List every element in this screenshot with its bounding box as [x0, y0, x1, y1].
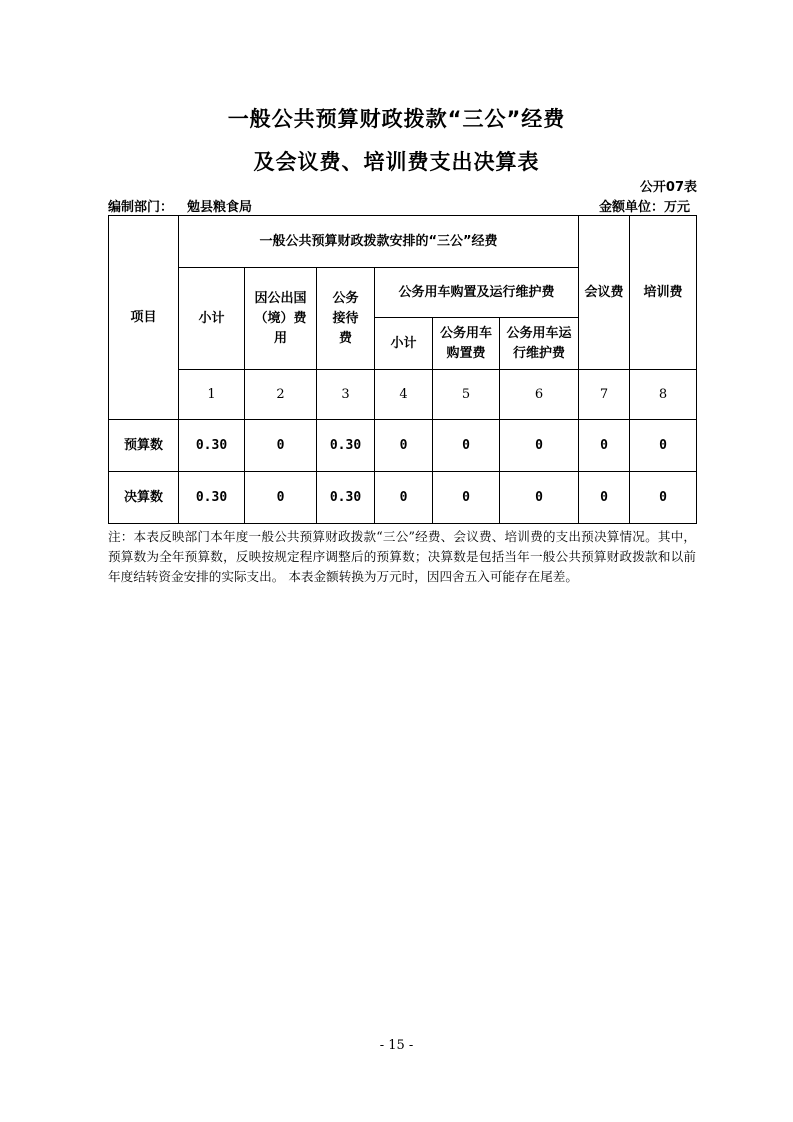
table-cell: 0 [630, 420, 697, 472]
table-row-final [109, 472, 697, 524]
compiling-unit-name: 勉县粮食局 [187, 200, 253, 215]
row-label: 决算数 [109, 472, 179, 524]
page-number: - 15 - [379, 1038, 414, 1053]
header-vehicle-subtotal: 小计 [375, 318, 433, 370]
table-cell: 0 [433, 472, 500, 524]
table-cell: 0 [375, 420, 433, 472]
table-cell: 0.30 [317, 420, 375, 472]
document-title-line1: 一般公共预算财政拨款“三公”经费 [227, 107, 566, 131]
table-cell: 0 [579, 472, 630, 524]
table-cell: 0 [579, 420, 630, 472]
header-training: 培训费 [630, 216, 697, 370]
header-reception [317, 268, 375, 370]
table-note: 注：本表反映部门本年度一般公共预算财政拨款“三公”经费、会议费、培训费的支出预决算情况。其中，预算数为全年预算数，反映按规定程序调整后的预算数；决算数是包括当年一般公共预算财政拨款和以前年度结转资金安排的实际支出。 本表金额转换为万元时，因四舍五入可能存在尾差。 [108, 529, 696, 584]
form-number: 公开07表 [639, 180, 697, 195]
row-label: 预算数 [109, 420, 179, 472]
col-number: 3 [317, 370, 375, 420]
table-cell: 0.30 [317, 472, 375, 524]
table-cell: 0.30 [179, 472, 245, 524]
header-abroad-text: 因公出国（境）费用 [254, 290, 307, 346]
table-row-budget [109, 420, 697, 472]
document-title-line2: 及会议费、培训费支出决算表 [253, 150, 540, 174]
header-vehicle-operation [500, 318, 579, 370]
currency-unit-value: 万元 [663, 200, 690, 215]
table-cell: 0 [500, 420, 579, 472]
currency-unit-label: 金额单位： [598, 200, 664, 215]
header-three-public-group: 一般公共预算财政拨款安排的“三公”经费 [179, 216, 579, 268]
col-number: 1 [179, 370, 245, 420]
col-number: 4 [375, 370, 433, 420]
header-vehicle-operation-text: 公务用车运行维护费 [506, 325, 572, 361]
table-cell: 0 [500, 472, 579, 524]
table-cell: 0 [245, 472, 317, 524]
header-item: 项目 [109, 216, 179, 420]
col-number: 2 [245, 370, 317, 420]
compiling-unit [108, 196, 252, 215]
header-abroad [245, 268, 317, 370]
col-number: 7 [579, 370, 630, 420]
expenditure-table [108, 215, 697, 524]
header-vehicle-purchase [433, 318, 500, 370]
currency-unit [599, 196, 690, 215]
table-cell: 0 [245, 420, 317, 472]
header-reception-text: 公务接待费 [332, 290, 359, 346]
table-cell: 0.30 [179, 420, 245, 472]
header-vehicle-group: 公务用车购置及运行维护费 [375, 268, 579, 318]
col-number: 8 [630, 370, 697, 420]
col-number: 6 [500, 370, 579, 420]
table-cell: 0 [433, 420, 500, 472]
header-meeting: 会议费 [579, 216, 630, 370]
table-cell: 0 [375, 472, 433, 524]
header-vehicle-purchase-text: 公务用车购置费 [439, 325, 492, 361]
compiling-unit-label: 编制部门： [108, 200, 174, 215]
col-number: 5 [433, 370, 500, 420]
header-subtotal: 小计 [179, 268, 245, 370]
table-cell: 0 [630, 472, 697, 524]
